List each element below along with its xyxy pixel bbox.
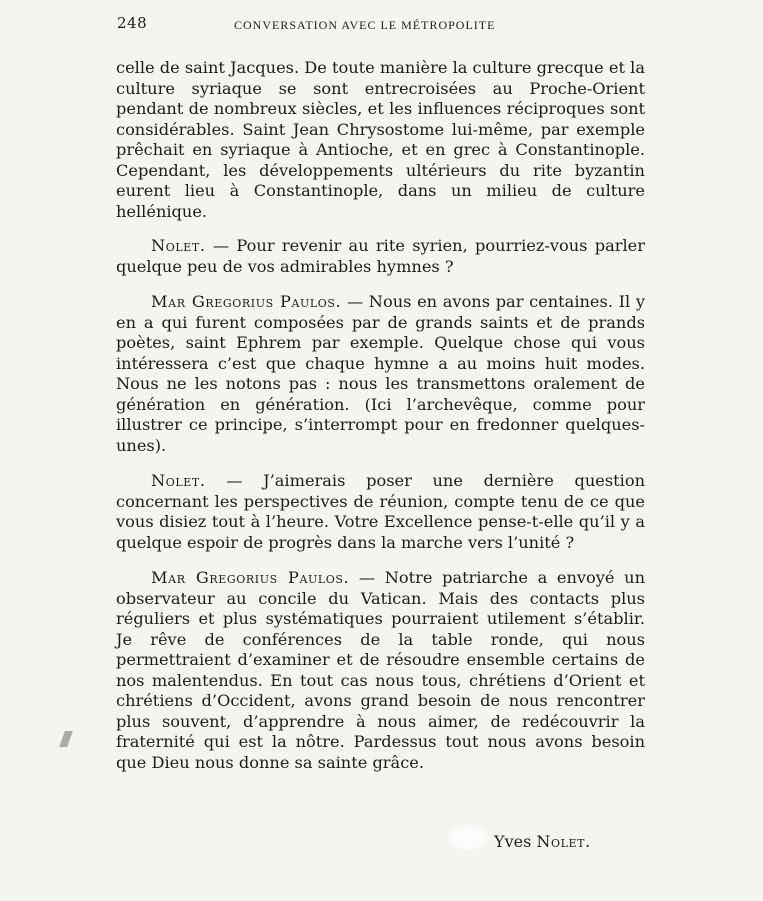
running-title: CONVERSATION AVEC LE MÉTROPOLITE (234, 18, 496, 32)
paragraph-answer (116, 568, 645, 773)
speaker-name: Nolet. (151, 236, 206, 255)
paragraph-text: — Pour revenir au rite syrien, pourriez-vous parler quelque peu de vos admirables hymnes ? (116, 236, 645, 276)
body-text (116, 58, 645, 788)
paragraph-text: — J’aimerais poser une dernière question concernant les perspectives de réunion, compte tenu de ce que vous disiez tout à l’heure. Votre Excellence pense-t-elle qu’il y a quelque espoir de progrès dans la marche vers l’unité ? (116, 471, 645, 552)
paragraph-continuation (116, 58, 645, 222)
margin-mark (59, 731, 73, 747)
running-head (117, 14, 647, 38)
paper-smudge (447, 825, 489, 851)
speaker-name: Mar Gregorius Paulos. (151, 292, 342, 311)
page-number: 248 (117, 14, 148, 32)
author-last-name: Nolet. (536, 832, 591, 851)
paragraph-question (116, 236, 645, 277)
paragraph-answer (116, 292, 645, 456)
paragraph-text: celle de saint Jacques. De toute manière la culture grecque et la culture syriaque se sont entrecroisées au Proche-Orient pendant de nombreux siècles, et les influences réciproques sont considérables. Saint Jean Chrysostome lui-même, par exemple prêchait en syriaque à Antioche, et en grec à Constantinople. Cependant, les développements ultérieurs du rite byzantin eurent lieu à Constantinople, dans un milieu de culture hellénique. (116, 58, 645, 221)
author-first-name: Yves (494, 832, 532, 851)
speaker-name: Mar Gregorius Paulos. (151, 568, 350, 587)
paragraph-text: — Nous en avons par centaines. Il y en a qui furent composées par de grands saints et de prands poètes, saint Ephrem par exemple. Quelque chose qui vous intéressera c’est que chaque hymne a au moins huit modes. Nous ne les notons pas : nous les transmettons oralement de génération en génération. (Ici l’archevêque, comme pour illustrer ce principe, s’interrompt pour en fredonner quelques-unes). (116, 292, 645, 455)
author-signature (494, 832, 591, 851)
paragraph-text: — Notre patriarche a envoyé un observateur au concile du Vatican. Mais des contacts plus réguliers et plus systématiques pourraient utilement s’établir. Je rêve de conférences de la table ronde, qui nous permettraient d’examiner et de résoudre ensemble certains de nos malentendus. En tout cas nous tous, chrétiens d’Orient et chrétiens d’Occident, avons grand besoin de nous rencontrer plus souvent, d’apprendre à nous aimer, de redécouvrir la fraternité qui est la nôtre. Pardessus tout nous avons besoin que Dieu nous donne sa sainte grâce. (116, 568, 645, 772)
paragraph-question (116, 471, 645, 553)
speaker-name: Nolet. (151, 471, 206, 490)
